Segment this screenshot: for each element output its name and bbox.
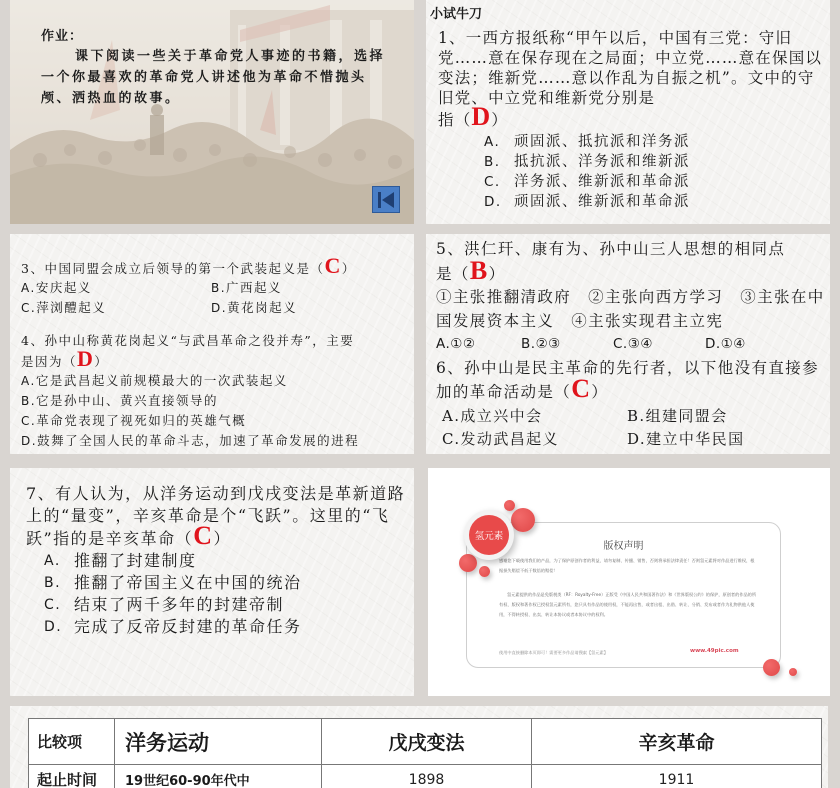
comparison-table (28, 718, 822, 788)
decor-circle-icon (479, 566, 490, 577)
option-key: B. (44, 575, 62, 591)
question-4 (21, 331, 359, 451)
option-d (627, 428, 817, 452)
homework-title: 作业： (41, 29, 84, 44)
option-key: B. (211, 281, 227, 295)
question-6-options (436, 405, 828, 452)
option-b (21, 391, 359, 411)
option-key: C. (21, 414, 37, 428)
table-header-cell: 洋务运动 (115, 719, 322, 765)
option-text: 组建同盟会 (645, 406, 728, 425)
questions-5-6 (436, 238, 828, 452)
comparison-slide (10, 706, 828, 788)
option-c (21, 411, 359, 431)
question-1-options (484, 132, 690, 212)
option-text: 推翻了封建制度 (74, 551, 197, 570)
table-header-cell: 辛亥革命 (532, 719, 822, 765)
question-5-answer: B (469, 255, 489, 285)
question-3-stem: 3、中国同盟会成立后领导的第一个武装起义是（ (21, 261, 325, 276)
option-text: 广西起义 (226, 280, 283, 295)
question-6-close-paren: ） (591, 383, 609, 401)
option-b (627, 405, 817, 429)
quiz-slide-q5-q6 (426, 234, 830, 454)
option-text: 它是武昌起义前规模最大的一次武装起义 (35, 373, 288, 388)
option-text: ③④ (627, 336, 653, 352)
option-text: 成立兴中会 (460, 406, 543, 425)
option-d (21, 431, 359, 451)
option-a (21, 371, 359, 391)
option-text: 顽固派、抵抗派和洋务派 (514, 134, 690, 150)
decor-circle-icon (789, 668, 797, 676)
option-text: 结束了两千多年的封建帝制 (74, 595, 285, 614)
option-text: 顽固派、维新派和革命派 (514, 194, 690, 210)
option-a (484, 132, 690, 152)
option-text: 完成了反帝反封建的革命任务 (74, 617, 302, 636)
quiz-slide-q7 (10, 468, 414, 696)
table-header-row (29, 719, 822, 765)
question-5-stem: 5、洪仁玕、康有为、孙中山三人思想的相同点 (436, 240, 786, 258)
question-4-stem: 4、孙中山称黄花岗起义“与武昌革命之役并寿”，主要 (21, 333, 355, 348)
option-a (442, 405, 627, 429)
question-7-stem: 7、有人认为，从洋务运动到戊戌变法是革新道路上的“量变”，辛亥革命是个“飞跃”。这里的“飞跃”指的是辛亥革命（ (26, 484, 406, 548)
table-header-cell: 比较项 (29, 719, 115, 765)
question-6-stem: 6、孙中山是民主革命的先行者，以下他没有直接参加的革命活动是（ (436, 358, 820, 401)
table-cell: 19世纪60-90年代中 (115, 765, 322, 788)
option-text: 安庆起义 (35, 280, 92, 295)
option-key: C. (21, 301, 37, 315)
table-header-cell: 戊戌变法 (322, 719, 532, 765)
brand-logo (464, 510, 514, 560)
question-3-close-paren: ） (341, 261, 356, 276)
option-key: A. (442, 406, 461, 425)
option-key: B. (21, 394, 37, 408)
option-c (21, 298, 211, 318)
table-cell: 1898 (322, 765, 532, 788)
question-5-options (436, 333, 828, 357)
question-7-options (26, 550, 406, 638)
option-key: A. (44, 553, 61, 569)
question-1-stem-tail: 指（ (438, 111, 472, 129)
option-key: A. (484, 134, 501, 150)
question-3-options (21, 278, 401, 318)
question-5-statements: ①主张推翻清政府 ②主张向西方学习 ③主张在中国发展资本主义 ④主张实现君主立宪 (436, 288, 825, 330)
copyright-slide (428, 468, 830, 696)
option-text: 推翻了帝国主义在中国的统治 (74, 573, 302, 592)
option-text: 它是孙中山、黄兴直接领导的 (36, 393, 219, 408)
option-key: B. (521, 336, 536, 352)
option-a (44, 550, 406, 572)
option-text: ①② (450, 336, 476, 352)
question-4-close-paren: ） (94, 354, 109, 369)
option-text: 抵抗派、洋务派和维新派 (514, 154, 690, 170)
option-key: C. (613, 336, 628, 352)
option-text: ①④ (720, 336, 746, 352)
copyright-footer: 使用中直接删除本页即可！需要更多作品请搜索【氢元素】 (499, 650, 608, 655)
back-to-start-button[interactable] (372, 186, 400, 213)
option-text: 萍浏醴起义 (36, 300, 107, 315)
copyright-paragraph-1: 感谢您下载使用我们的产品，为了保护原创作者的利益，请勿复制、传播、销售，否则将承担法律责任！否则氢元素将对作品进行维权，根据损失赔偿不低于数倍的赔偿！ (499, 558, 755, 573)
copyright-title: 版权声明 (603, 541, 644, 552)
option-b (521, 333, 613, 357)
question-3 (21, 253, 401, 318)
question-1-close-paren: ） (491, 111, 509, 129)
option-key: B. (627, 406, 646, 425)
question-6-answer: C (571, 374, 592, 403)
option-text: 鼓舞了全国人民的革命斗志，加速了革命发展的进程 (37, 433, 360, 448)
option-b (211, 278, 401, 298)
skip-back-icon (376, 190, 396, 210)
option-c (44, 594, 406, 616)
question-1-stem: 1、一西方报纸称“甲午以后，中国有三党：守旧党……意在保存现在之局面；中立党……意在保国以变法；维新党……意以作乱为自振之机”。文中的守旧党、中立党和维新党分别是 (438, 29, 823, 107)
homework-body: 课下阅读一些关于革命党人事迹的书籍，选择一个你最喜欢的革命党人讲述他为革命不惜抛头颅、洒热血的故事。 (41, 49, 386, 106)
question-7-answer: C (193, 521, 214, 550)
option-key: D. (211, 301, 228, 315)
option-d (211, 298, 401, 318)
table-cell: 起止时间 (29, 765, 115, 788)
option-b (44, 572, 406, 594)
question-4-answer: D (77, 346, 95, 371)
option-c (484, 172, 690, 192)
option-c (442, 428, 627, 452)
option-key: C. (442, 430, 461, 448)
option-d (705, 333, 795, 357)
question-4-stem-tail: 是因为（ (21, 354, 78, 369)
option-key: A. (21, 374, 36, 388)
option-c (613, 333, 705, 357)
option-a (21, 278, 211, 298)
option-key: D. (21, 434, 38, 448)
option-text: 发动武昌起义 (460, 430, 559, 448)
option-key: C. (484, 174, 501, 190)
question-1-answer: D (471, 102, 492, 131)
table-cell: 1911 (532, 765, 822, 788)
option-key: D. (484, 194, 502, 210)
quiz-slide-q1 (426, 0, 830, 224)
question-7 (26, 483, 406, 638)
homework-slide (10, 0, 414, 224)
question-1 (438, 28, 823, 130)
copyright-paragraph-2: 氢元素提供的作品是免版税类（RF：Royalty-Free）正版受《中国人民共和国著作法》和《世界版权公约》的保护，原创者的作品的所有权、版权和著作权已授权氢元素所有，您只具有作品的使用权，不能再出售，或者出租、出借、转让、分销、发布或者作为礼物供他人使用，不得转授权、出卖、转让本协议或者本协议中的权利。 (499, 592, 757, 617)
option-d (44, 616, 406, 638)
quiz-slide-q3-q4 (10, 234, 414, 454)
question-3-answer: C (324, 253, 342, 278)
option-text: 洋务派、维新派和革命派 (514, 174, 690, 190)
question-5-close-paren: ） (488, 264, 506, 283)
option-key: D. (627, 430, 647, 448)
option-key: D. (44, 619, 63, 635)
question-5-stem-tail: 是（ (436, 264, 470, 283)
option-text: 建立中华民国 (646, 430, 745, 448)
brand-logo-text: 氢元素 (469, 515, 509, 555)
option-text: ②③ (535, 336, 561, 352)
table-row (29, 765, 822, 788)
option-key: B. (484, 154, 501, 170)
question-7-close-paren: ） (213, 529, 231, 548)
option-key: A. (21, 281, 36, 295)
copyright-card (466, 522, 781, 668)
option-text: 革命党表现了视死如归的英雄气概 (36, 413, 247, 428)
option-key: C. (44, 597, 62, 613)
option-d (484, 192, 690, 212)
decor-circle-icon (459, 554, 477, 572)
option-text: 黄花岗起义 (227, 300, 298, 315)
option-key: A. (436, 336, 451, 352)
decor-circle-icon (511, 508, 535, 532)
option-b (484, 152, 690, 172)
option-a (436, 333, 521, 357)
decor-circle-icon (763, 659, 780, 676)
decor-circle-icon (504, 500, 515, 511)
copyright-url-link[interactable]: www.49pic.com (690, 648, 739, 654)
option-key: D. (705, 336, 721, 352)
section-title: 小试牛刀 (430, 7, 483, 22)
